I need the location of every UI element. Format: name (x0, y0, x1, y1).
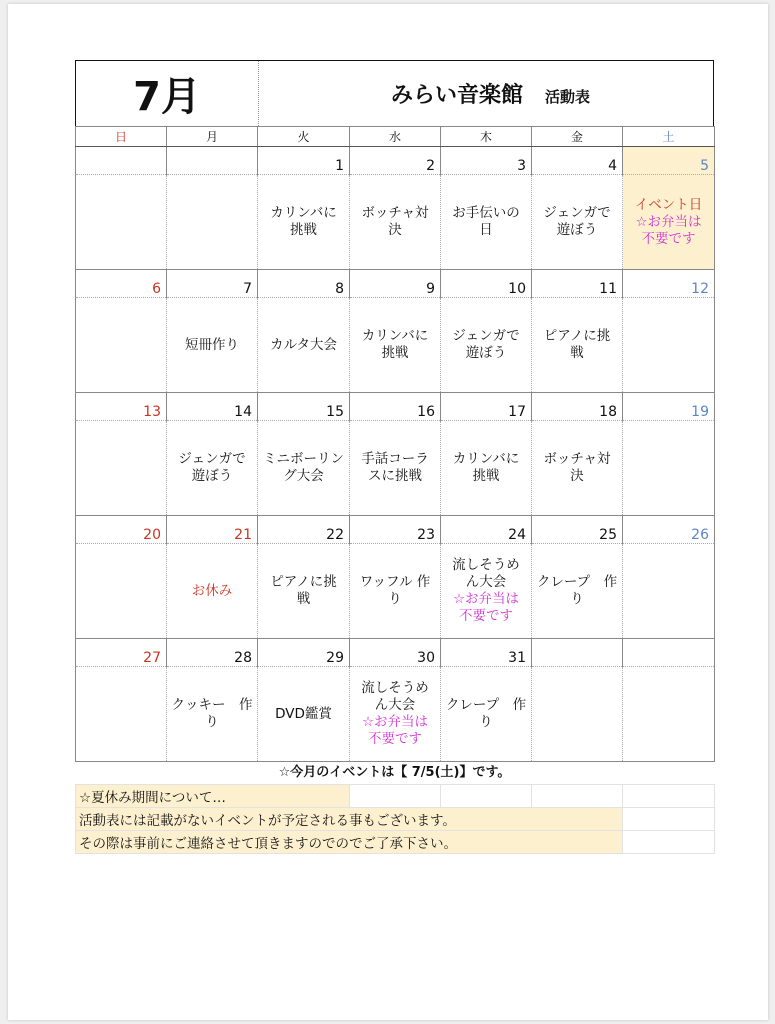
info-line: ☆夏休み期間について… (76, 785, 350, 808)
activity-cell (167, 667, 258, 762)
activity-label: ん大会 (465, 574, 507, 590)
activity-cell (623, 175, 715, 270)
lunch-note: 不要です (459, 608, 513, 624)
date-number: 15 (258, 393, 350, 421)
lunch-note: ☆お弁当は (635, 213, 702, 230)
date-number: 21 (167, 516, 258, 544)
activity-label: 挑戦 (381, 345, 409, 361)
date-number: 23 (350, 516, 441, 544)
activity-label: り (388, 591, 402, 607)
date-row (76, 270, 715, 298)
activity-cell (441, 298, 532, 393)
date-number: 17 (441, 393, 532, 421)
activity-cell (258, 175, 350, 270)
date-number: 6 (76, 270, 167, 298)
lunch-note: ☆お弁当は (361, 714, 429, 730)
date-number: 2 (350, 147, 441, 175)
activity-label: 手話コーラ (361, 451, 429, 467)
activity-label: ワッフル 作 (359, 574, 431, 590)
activity-label: 日 (479, 222, 493, 238)
date-number: 1 (258, 147, 350, 175)
date-number: 19 (623, 393, 715, 421)
date-row (76, 639, 715, 667)
date-number: 25 (532, 516, 623, 544)
date-number: 30 (350, 639, 441, 667)
date-number: 9 (350, 270, 441, 298)
activity-label: ボッチャ対 (361, 205, 429, 221)
date-number: 24 (441, 516, 532, 544)
activity-cell (532, 421, 623, 516)
date-number: 18 (532, 393, 623, 421)
activity-label: 挑戦 (472, 468, 500, 484)
date-number: 16 (350, 393, 441, 421)
activity-cell (350, 421, 441, 516)
activity-label: クッキー 作 (171, 697, 253, 713)
date-number: 5 (623, 147, 715, 175)
special-label: お休み (191, 582, 233, 599)
activity-cell (167, 175, 258, 270)
activity-row (76, 298, 715, 393)
date-number: 10 (441, 270, 532, 298)
activity-cell (167, 544, 258, 639)
date-row (76, 147, 715, 175)
activity-label: ピアノに挑 (543, 328, 611, 344)
activity-cell (350, 667, 441, 762)
activity-cell (76, 421, 167, 516)
activity-cell (532, 175, 623, 270)
activity-cell (441, 421, 532, 516)
weekday-sat: 土 (623, 127, 715, 147)
date-number: 22 (258, 516, 350, 544)
activity-cell (76, 298, 167, 393)
date-number: 8 (258, 270, 350, 298)
activity-calendar (75, 60, 714, 854)
date-number: 29 (258, 639, 350, 667)
activity-cell (167, 421, 258, 516)
activity-label: ジェンガで (543, 205, 611, 221)
activity-label: り (205, 714, 219, 730)
activity-label: カルタ大会 (270, 336, 337, 353)
month-title: 7月 (76, 61, 259, 126)
activity-cell (350, 175, 441, 270)
activity-label: 決 (570, 468, 584, 484)
info-notes (75, 784, 715, 854)
date-number: 7 (167, 270, 258, 298)
date-number: 20 (76, 516, 167, 544)
date-number (167, 147, 258, 175)
activity-cell (532, 544, 623, 639)
activity-label: お手伝いの (452, 205, 520, 221)
activity-label: 決 (388, 222, 402, 238)
date-number: 27 (76, 639, 167, 667)
activity-label: ん大会 (374, 697, 416, 713)
activity-label: ジェンガで (178, 451, 246, 467)
activity-cell (623, 667, 715, 762)
lunch-note: 不要です (641, 230, 696, 247)
hall-name: みらい音楽館 (390, 83, 523, 108)
date-number: 12 (623, 270, 715, 298)
activity-label: 遊ぼう (191, 468, 233, 484)
activity-row (76, 544, 715, 639)
date-number: 11 (532, 270, 623, 298)
activity-cell (258, 544, 350, 639)
activity-cell (441, 667, 532, 762)
date-number: 4 (532, 147, 623, 175)
date-number (623, 639, 715, 667)
activity-label: 流しそうめ (452, 557, 520, 573)
activity-label: 遊ぼう (465, 345, 507, 361)
activity-cell (441, 175, 532, 270)
info-line: その際は事前にご連絡させて頂きますのでのでご了承下さい。 (76, 831, 623, 854)
activity-row (76, 175, 715, 270)
date-number: 14 (167, 393, 258, 421)
date-number: 3 (441, 147, 532, 175)
activity-label: カリンバに (361, 328, 429, 344)
special-label: イベント日 (634, 196, 703, 213)
activity-label: り (570, 591, 584, 607)
calendar-header (75, 60, 714, 126)
activity-cell (167, 298, 258, 393)
activity-label: 挑戦 (290, 222, 317, 238)
info-line: 活動表には記載がないイベントが予定される事もございます。 (76, 808, 623, 831)
date-number (532, 639, 623, 667)
date-number: 26 (623, 516, 715, 544)
activity-cell (76, 667, 167, 762)
activity-label: クレープ 作 (445, 697, 527, 713)
date-row (76, 393, 715, 421)
activity-label: 流しそうめ (361, 680, 429, 696)
activity-label: クレープ 作 (536, 574, 618, 590)
activity-label: ピアノに挑 (270, 574, 337, 590)
lunch-note: 不要です (368, 731, 422, 747)
activity-cell (532, 667, 623, 762)
monthly-event-notice: ☆今月のイベントは【 7/5(土)】です。 (278, 765, 511, 780)
activity-label: ジェンガで (452, 328, 520, 344)
activity-label: DVD鑑賞 (275, 705, 332, 722)
hall-title-area (258, 61, 713, 126)
activity-cell (623, 421, 715, 516)
activity-label: 戦 (570, 345, 584, 361)
activity-cell (258, 298, 350, 393)
activity-label: ミニボーリン (263, 451, 344, 467)
activity-row (76, 421, 715, 516)
weekday-fri: 金 (532, 127, 623, 147)
activity-cell (532, 298, 623, 393)
date-number: 28 (167, 639, 258, 667)
date-number (76, 147, 167, 175)
activity-label: 短冊作り (185, 336, 239, 353)
activity-cell (258, 421, 350, 516)
weekday-thu: 木 (441, 127, 532, 147)
weekday-tue: 火 (258, 127, 350, 147)
activity-cell (441, 544, 532, 639)
date-number: 13 (76, 393, 167, 421)
activity-label: 戦 (296, 591, 311, 607)
activity-label: グ大会 (283, 468, 324, 484)
activity-label: ボッチャ対 (543, 451, 611, 467)
activity-cell (350, 298, 441, 393)
activity-label: カリンバに (270, 205, 337, 221)
activity-cell (350, 544, 441, 639)
activity-cell (76, 175, 167, 270)
lunch-note: ☆お弁当は (452, 591, 520, 607)
activity-label: カリンバに (452, 451, 520, 467)
document-page (8, 4, 768, 1020)
weekday-wed: 水 (350, 127, 441, 147)
activity-label: り (479, 714, 493, 730)
activity-cell (623, 544, 715, 639)
activity-row (76, 667, 715, 762)
date-row (76, 516, 715, 544)
activity-label: 遊ぼう (556, 222, 598, 238)
activity-cell (258, 667, 350, 762)
weekday-mon: 月 (167, 127, 258, 147)
calendar-grid (75, 126, 715, 762)
activity-label: スに挑戦 (368, 468, 422, 484)
weekday-sun: 日 (76, 127, 167, 147)
schedule-subtitle: 活動表 (545, 88, 591, 106)
activity-cell (76, 544, 167, 639)
date-number: 31 (441, 639, 532, 667)
activity-cell (623, 298, 715, 393)
